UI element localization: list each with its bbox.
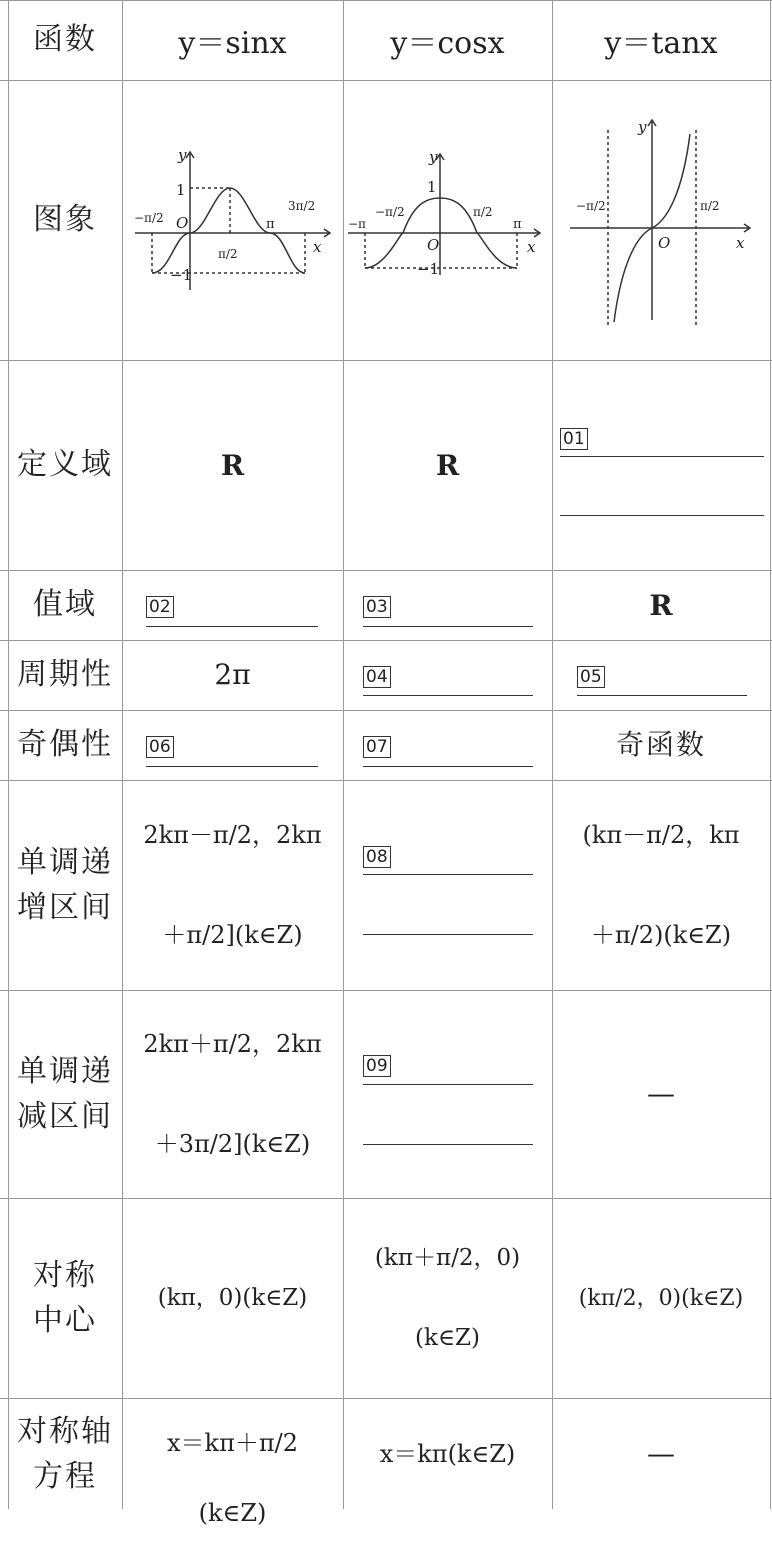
center-cos-line2: (k∈Z) <box>415 1325 480 1351</box>
row-label-graph: 图象 <box>33 202 97 237</box>
answer-line <box>363 626 533 627</box>
blank-tag: 08 <box>363 846 391 868</box>
axis-sin-line1: x＝kπ＋π/2 <box>167 1429 298 1457</box>
neg-half-pi-label: −π/2 <box>134 211 164 225</box>
blank-07[interactable] <box>363 736 391 758</box>
center-cos <box>343 1198 552 1398</box>
answer-line <box>577 695 747 696</box>
row-label-domain: 定义域 <box>17 447 113 482</box>
blank-08[interactable] <box>363 846 391 868</box>
x-label: x <box>736 234 745 252</box>
answer-line <box>363 1084 533 1085</box>
row-label-axis: 对称轴方程 <box>17 1413 113 1494</box>
increasing-tan-line2: ＋π/2)(k∈Z) <box>590 921 732 949</box>
increasing-sin-line2: ＋π/2](k∈Z) <box>162 921 303 949</box>
axis-tan: — <box>647 1436 675 1470</box>
sin-graph <box>130 140 340 300</box>
x-label: x <box>313 238 322 256</box>
neg-one-label: −1 <box>170 266 193 284</box>
period-sin: 2π <box>214 658 251 691</box>
answer-line <box>363 695 533 696</box>
cos-graph <box>345 140 550 300</box>
row-label-parity: 奇偶性 <box>17 727 113 762</box>
increasing-tan-line1: (kπ－π/2，kπ <box>582 821 740 849</box>
blank-tag: 04 <box>363 666 391 688</box>
three-half-pi-label: 3π/2 <box>288 199 316 213</box>
header-sin: y＝sinx <box>178 26 287 61</box>
blank-tag: 07 <box>363 736 391 758</box>
domain-cos: R <box>435 448 460 482</box>
blank-01[interactable] <box>560 428 588 450</box>
row-label-increasing: 单调递增区间 <box>17 845 113 925</box>
y-label: y <box>638 118 647 136</box>
pi-label: π <box>266 217 275 232</box>
origin-label: O <box>176 214 189 232</box>
range-tan: R <box>649 588 673 622</box>
neg-half-pi-label: −π/2 <box>576 199 606 213</box>
header-function: 函数 <box>33 22 97 57</box>
origin-label: O <box>427 236 440 254</box>
half-pi-label: π/2 <box>700 199 720 213</box>
header-tan: y＝tanx <box>604 26 718 61</box>
one-label: 1 <box>427 178 437 196</box>
parity-tan: 奇函数 <box>615 728 706 761</box>
blank-tag: 02 <box>146 596 174 618</box>
pi-label: π <box>513 217 522 232</box>
answer-line <box>146 626 318 627</box>
row-label-decreasing: 单调递减区间 <box>17 1054 113 1134</box>
blank-03[interactable] <box>363 596 391 618</box>
y-label: y <box>429 148 438 166</box>
origin-label: O <box>658 234 671 252</box>
blank-09[interactable] <box>363 1055 391 1077</box>
blank-tag: 09 <box>363 1055 391 1077</box>
tan-graph <box>560 110 765 335</box>
blank-05[interactable] <box>577 666 605 688</box>
y-label: y <box>178 146 187 164</box>
axis-sin <box>122 1398 343 1527</box>
grid-line <box>770 0 771 1509</box>
answer-line <box>146 766 318 767</box>
answer-line <box>363 934 533 935</box>
axis-cos: x＝kπ(k∈Z) <box>379 1439 516 1468</box>
answer-line <box>363 1144 533 1145</box>
blank-tag: 06 <box>146 736 174 758</box>
increasing-tan <box>552 780 770 990</box>
half-pi-label: π/2 <box>218 247 238 261</box>
x-label: x <box>527 238 536 256</box>
decreasing-sin <box>122 990 343 1198</box>
center-tan: (kπ/2，0)(k∈Z) <box>578 1285 744 1311</box>
blank-04[interactable] <box>363 666 391 688</box>
one-label: 1 <box>176 181 186 199</box>
decreasing-sin-line1: 2kπ＋π/2，2kπ <box>143 1030 322 1058</box>
answer-line <box>560 456 764 457</box>
neg-one-label: −1 <box>417 260 440 278</box>
half-pi-label: π/2 <box>473 205 493 219</box>
increasing-sin-line1: 2kπ－π/2，2kπ <box>143 821 322 849</box>
header-cos: y＝cosx <box>390 26 505 61</box>
answer-line <box>363 874 533 875</box>
row-label-period: 周期性 <box>17 657 113 692</box>
blank-06[interactable] <box>146 736 174 758</box>
center-cos-line1: (kπ＋π/2，0) <box>374 1245 521 1271</box>
blank-tag: 05 <box>577 666 605 688</box>
blank-02[interactable] <box>146 596 174 618</box>
decreasing-sin-line2: ＋3π/2](k∈Z) <box>154 1130 311 1158</box>
answer-line <box>363 766 533 767</box>
increasing-sin <box>122 780 343 990</box>
blank-tag: 01 <box>560 428 588 450</box>
center-sin: (kπ，0)(k∈Z) <box>157 1284 308 1311</box>
blank-tag: 03 <box>363 596 391 618</box>
row-label-center: 对称中心 <box>33 1258 97 1338</box>
row-label-range: 值域 <box>33 587 97 622</box>
neg-pi-label: −π <box>348 217 366 231</box>
decreasing-tan: — <box>647 1077 675 1110</box>
axis-sin-line2: (k∈Z) <box>198 1499 267 1527</box>
domain-sin: R <box>220 448 245 482</box>
neg-half-pi-label: −π/2 <box>375 205 405 219</box>
answer-line <box>560 515 764 516</box>
